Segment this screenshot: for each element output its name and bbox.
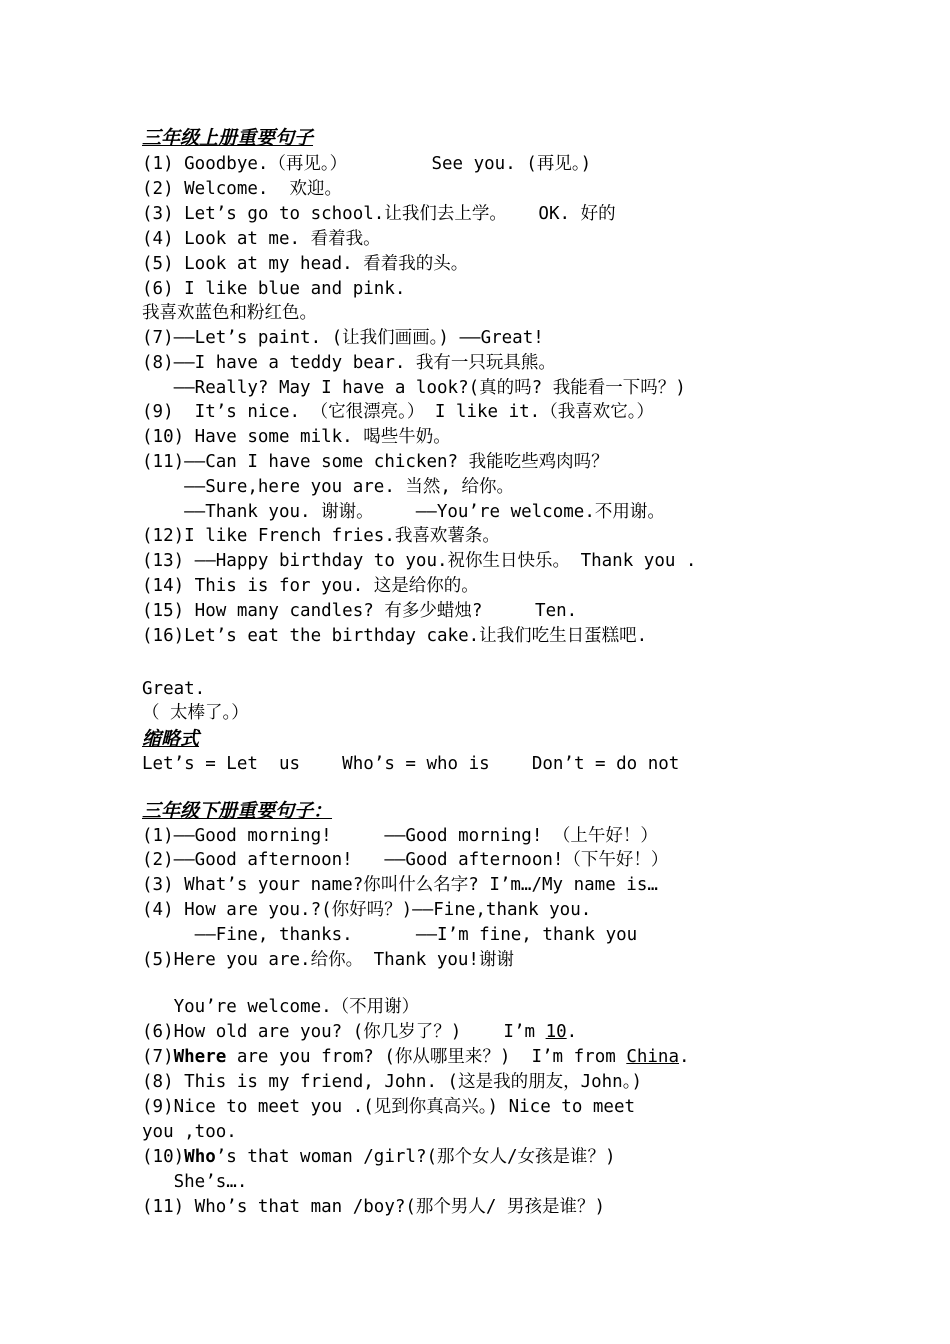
sentence-line [142, 1045, 690, 1069]
bold-word: Where [173, 1047, 227, 1067]
sentence-line: (11) Who’s that man /boy?(那个男人/ 男孩是谁？) [142, 1197, 606, 1217]
heading-grade3-term2: 三年级下册重要句子： [142, 800, 333, 822]
sentence-line: (4) How are you.?(你好吗？)——Fine,thank you. [142, 900, 592, 920]
sentence-line: ——Sure,here you are. 当然, 给你。 [142, 477, 514, 497]
sentence-line: (15) How many candles? 有多少蜡烛? Ten. [142, 601, 578, 621]
sentence-line: Great. [142, 679, 206, 699]
sentence-line [142, 1145, 616, 1169]
sentence-line: (1)——Good morning! ——Good morning! （上午好！） [142, 826, 658, 846]
sentence-text: are you from? (你从哪里来？) I’m from [226, 1047, 627, 1067]
sentence-text: (7) [142, 1047, 174, 1067]
sentence-line: (9)Nice to meet you .(见到你真高兴。) Nice to meet [142, 1097, 636, 1117]
bold-word: Who [184, 1147, 216, 1167]
sentence-line [142, 1020, 577, 1044]
sentence-line: (10) Have some milk. 喝些牛奶。 [142, 427, 451, 447]
sentence-line: (8) This is my friend, John. (这是我的朋友，John。) [142, 1072, 643, 1092]
sentence-line: (4) Look at me. 看着我。 [142, 229, 381, 249]
sentence-line: ——Really? May I have a look?(真的吗? 我能看一下吗？) [142, 378, 686, 398]
sentence-line: (13) ——Happy birthday to you.祝你生日快乐。 Thank you . [142, 551, 697, 571]
age-answer: 10 [545, 1022, 567, 1042]
heading-abbreviations: 缩略式 [142, 728, 200, 750]
sentence-text: ’s that woman /girl?(那个女人/女孩是谁？) [215, 1147, 616, 1167]
sentence-line: you ,too. [142, 1122, 237, 1142]
sentence-line: 我喜欢蓝色和粉红色。 [142, 303, 317, 323]
sentence-line: (7)——Let’s paint. (让我们画画。) ——Great! [142, 328, 544, 348]
sentence-line: ——Thank you. 谢谢。 ——You’re welcome.不用谢。 [142, 502, 665, 522]
sentence-line: (5) Look at my head. 看着我的头。 [142, 254, 469, 274]
sentence-line: (11)——Can I have some chicken? 我能吃些鸡肉吗？ [142, 452, 609, 472]
sentence-line: (3) What’s your name?你叫什么名字? I’m…/My name is… [142, 875, 658, 895]
sentence-text: . [566, 1022, 578, 1042]
heading-grade3-term1: 三年级上册重要句子 [142, 127, 314, 149]
sentence-line: She’s…. [142, 1172, 248, 1192]
sentence-line: (2) Welcome. 欢迎。 [142, 179, 343, 199]
sentence-line: (6) I like blue and pink. [142, 279, 406, 299]
sentence-text: (10) [142, 1147, 185, 1167]
abbreviation-line: Let’s = Let us Who’s = who is Don’t = do not [142, 754, 680, 774]
sentence-line: (14) This is for you. 这是给你的。 [142, 576, 479, 596]
sentence-text: . [679, 1047, 690, 1067]
country-answer: China [626, 1047, 679, 1067]
sentence-line: (2)——Good afternoon! ——Good afternoon!（下午好！） [142, 850, 669, 870]
sentence-line: （ 太棒了。） [142, 703, 249, 723]
sentence-line: (3) Let’s go to school.让我们去上学。 OK. 好的 [142, 204, 616, 224]
sentence-line: (1) Goodbye.（再见。） See you. (再见。) [142, 154, 592, 174]
sentence-line: (12)I like French fries.我喜欢薯条。 [142, 526, 500, 546]
sentence-line: (8)——I have a teddy bear. 我有一只玩具熊。 [142, 353, 556, 373]
sentence-line: You’re welcome.（不用谢） [142, 997, 420, 1017]
sentence-line: (5)Here you are.给你。 Thank you!谢谢 [142, 950, 514, 970]
sentence-line: (9) It’s nice. （它很漂亮。） I like it.（我喜欢它。） [142, 402, 654, 422]
sentence-line: ——Fine, thanks. ——I’m fine, thank you [142, 925, 638, 945]
sentence-text: (6)How old are you? (你几岁了？) I’m [142, 1022, 546, 1042]
sentence-line: (16)Let’s eat the birthday cake.让我们吃生日蛋糕吧. [142, 626, 648, 646]
